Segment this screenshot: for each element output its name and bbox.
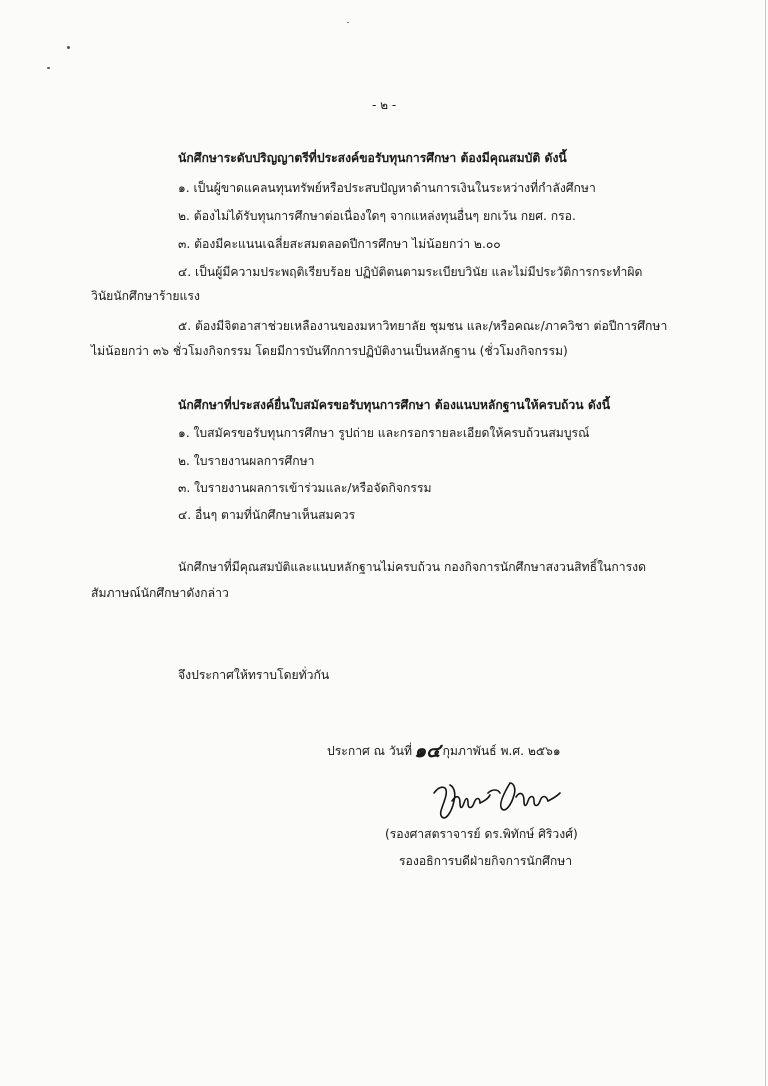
scan-edge-line (765, 0, 766, 1086)
date-day-handwritten: ๑๔ (414, 740, 441, 762)
scan-speck (347, 22, 349, 23)
document-item: ๓. ใบรายงานผลการเข้าร่วมและ/หรือจัดกิจกรรม (178, 481, 432, 495)
note-line: สัมภาษณ์นักศึกษาดังกล่าว (91, 586, 229, 600)
scan-speck (67, 46, 70, 49)
note-line: นักศึกษาที่มีคุณสมบัติและแนบหลักฐานไม่ครบถ้วน กองกิจการนักศึกษาสงวนสิทธิ์ในการงด (178, 560, 646, 574)
signer-position: รองอธิการบดีฝ่ายกิจการนักศึกษา (399, 854, 573, 868)
date-prefix: ประกาศ ณ วันที่ (327, 744, 413, 758)
document-item: ๔. อื่นๆ ตามที่นักศึกษาเห็นสมควร (178, 508, 356, 522)
qualification-item-continuation: ไม่น้อยกว่า ๓๖ ชั่วโมงกิจกรรม โดยมีการบันทึกการปฏิบัติงานเป็นหลักฐาน (ชั่วโมงกิจกรรม) (91, 344, 568, 358)
document-item: ๑. ใบสมัครขอรับทุนการศึกษา รูปถ่าย และกรอกรายละเอียดให้ครบถ้วนสมบูรณ์ (178, 426, 590, 440)
page-number: - ๒ - (372, 98, 397, 112)
scan-speck (47, 67, 50, 69)
date-suffix: กุมภาพันธ์ พ.ศ. ๒๕๖๑ (442, 744, 561, 758)
closing-statement: จึงประกาศให้ทราบโดยทั่วกัน (178, 668, 330, 682)
document-item: ๒. ใบรายงานผลการศึกษา (178, 454, 315, 468)
qualification-item: ๒. ต้องไม่ได้รับทุนการศึกษาต่อเนื่องใดๆ จากแหล่งทุนอื่นๆ ยกเว้น กยศ. กรอ. (178, 209, 576, 223)
qualifications-heading: นักศึกษาระดับปริญญาตรีที่ประสงค์ขอรับทุนการศึกษา ต้องมีคุณสมบัติ ดังนี้ (178, 151, 567, 165)
announcement-date (327, 736, 561, 766)
signer-name: (รองศาสตราจารย์ ดร.พิทักษ์ ศิริวงศ์) (385, 827, 578, 841)
qualification-item: ๑. เป็นผู้ขาดแคลนทุนทรัพย์หรือประสบปัญหาด้านการเงินในระหว่างที่กำลังศึกษา (178, 181, 596, 195)
documents-heading: นักศึกษาที่ประสงค์ยื่นใบสมัครขอรับทุนการศึกษา ต้องแนบหลักฐานให้ครบถ้วน ดังนี้ (178, 398, 611, 412)
qualification-item: ๔. เป็นผู้มีความประพฤติเรียบร้อย ปฏิบัติตนตามระเบียบวินัย และไม่มีประวัติการกระทำผิด (178, 265, 643, 279)
qualification-item-continuation: วินัยนักศึกษาร้ายแรง (91, 289, 200, 303)
qualification-item: ๓. ต้องมีคะแนนเฉลี่ยสะสมตลอดปีการศึกษา ไม่น้อยกว่า ๒.๐๐ (178, 237, 501, 251)
qualification-item: ๕. ต้องมีจิตอาสาช่วยเหลืองานของมหาวิทยาลัย ชุมชน และ/หรือคณะ/ภาควิชา ต่อปีการศึกษา (178, 319, 668, 333)
handwritten-signature (428, 775, 578, 825)
